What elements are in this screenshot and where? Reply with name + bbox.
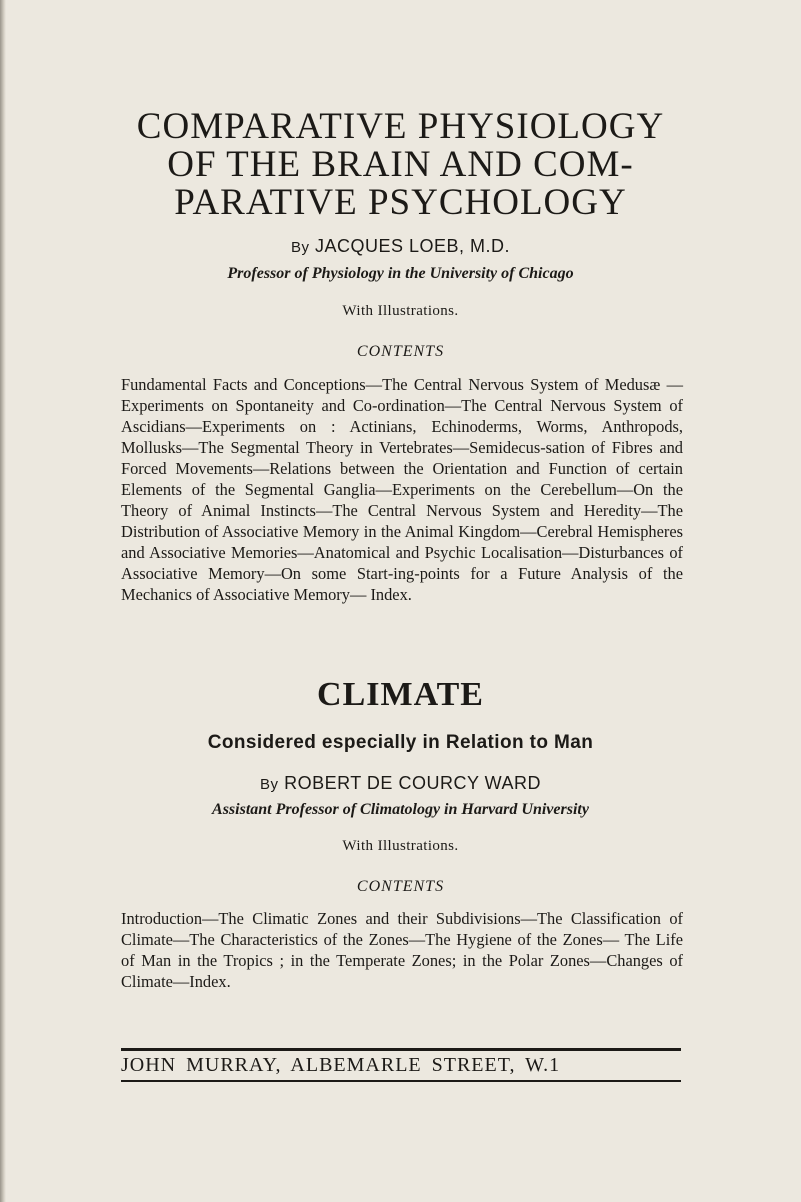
book1-author: JACQUES LOEB, M.D.	[314, 236, 511, 256]
publisher-district: W.1	[525, 1054, 561, 1076]
book1-contents-heading: CONTENTS	[356, 343, 445, 360]
book2-byline	[0, 773, 801, 794]
book2-author-role: Assistant Professor of Climatology in Harvard University	[212, 801, 589, 818]
book2-subtitle: Considered especially in Relation to Man	[207, 732, 594, 753]
book2-contents-heading: CONTENTS	[356, 878, 445, 895]
publisher-name: JOHN MURRAY,	[121, 1054, 282, 1076]
book2-illustrations-note: With Illustrations.	[342, 838, 459, 854]
book1-title	[0, 108, 801, 222]
book2-contents-text: Introduction—The Climatic Zones and their Subdivisions—The Classification of Climate—The Characteristics of the Zones—The Hygiene of the Zones— The Life of Man in the Tropics ; in the Temperate Zones; in the Polar Zones—Changes of Climate—Index.	[121, 909, 683, 991]
book1-byline	[0, 236, 801, 257]
book1-illustrations-note: With Illustrations.	[342, 303, 459, 319]
book2-by-prefix: By	[260, 776, 279, 793]
publisher-imprint	[121, 1054, 681, 1077]
book2-author: ROBERT DE COURCY WARD	[284, 773, 541, 793]
book1-author-role: Professor of Physiology in the University of Chicago	[227, 265, 574, 282]
footer-top-rule	[121, 1048, 681, 1051]
book1-by-prefix: By	[290, 239, 310, 256]
book1-title-line-1: COMPARATIVE PHYSIOLOGY	[136, 106, 665, 147]
book2-title: CLIMATE	[317, 676, 484, 713]
footer-bottom-rule	[121, 1080, 681, 1082]
book1-contents-text: Fundamental Facts and Conceptions—The Central Nervous System of Medusæ —Experiments on Spontaneity and Co-ordination—The Central Nervous System of Ascidians—Experiments on : Actinians, Echinoderms, Worms, Anthropods, Mollusks—The Segmental Theory in Vertebrates—Semidecus-sation of Fibres and Forced Movements—Relations between the Orientation and Function of certain Elements of the Segmental Ganglia—Experiments on the Cerebellum—On the Theory of Animal Instincts—The Central Nervous System and Heredity—The Distribution of Associative Memory in the Animal Kingdom—Cerebral Hemispheres and Associative Memories—Anatomical and Psychic Localisation—Disturbances of Associative Memory—On some Start-ing-points for a Future Analysis of the Mechanics of Associative Memory— Index.	[121, 375, 683, 604]
publisher-street: ALBEMARLE STREET,	[290, 1054, 516, 1076]
book1-title-line-2: OF THE BRAIN AND COM-	[167, 144, 634, 185]
book1-title-line-3: PARATIVE PSYCHOLOGY	[174, 182, 627, 223]
